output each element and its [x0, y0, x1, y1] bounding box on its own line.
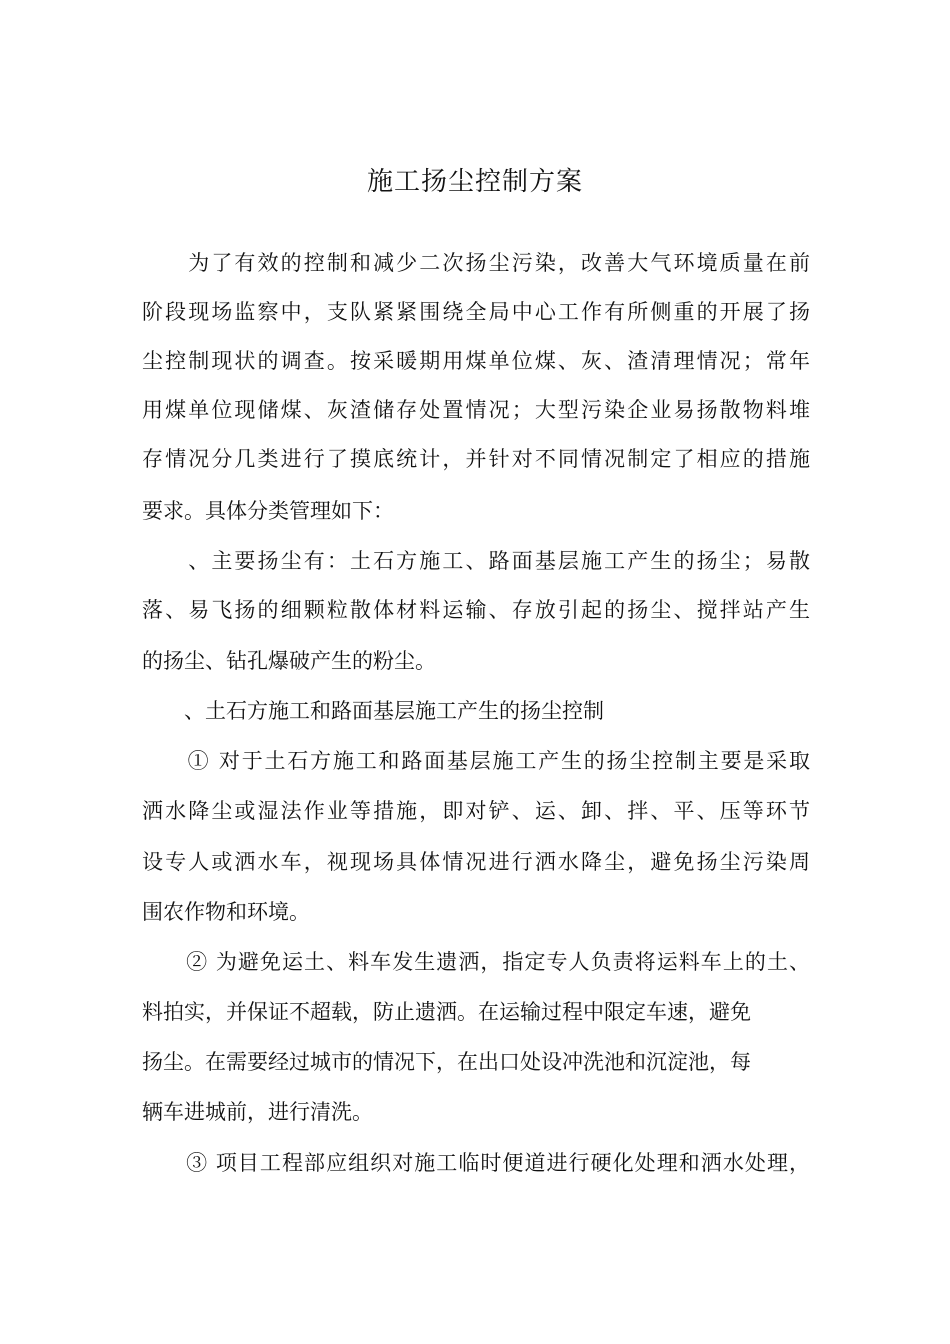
body-line-8: 落、易飞扬的细颗粒散体材料运输、存放引起的扬尘、搅拌站产生: [142, 598, 810, 622]
body-line-5: 存情况分几类进行了摸底统计，并针对不同情况制定了相应的措施: [142, 447, 810, 471]
body-line-19: ③ 项目工程部应组织对施工临时便道进行硬化处理和洒水处理，: [142, 1151, 810, 1175]
body-line-11: ① 对于土石方施工和路面基层施工产生的扬尘控制主要是采取: [142, 749, 810, 773]
body-line-3: 尘控制现状的调查。按采暖期用煤单位煤、灰、渣清理情况；常年: [142, 349, 810, 373]
body-line-2: 阶段现场监察中，支队紧紧围绕全局中心工作有所侧重的开展了扬: [142, 300, 810, 324]
body-line-13: 设专人或洒水车，视现场具体情况进行洒水降尘，避免扬尘污染周: [142, 850, 810, 874]
body-line-7: 、主要扬尘有：土石方施工、路面基层施工产生的扬尘；易散: [142, 549, 810, 573]
body-line-4: 用煤单位现储煤、灰渣储存处置情况；大型污染企业易扬散物料堆: [142, 398, 810, 422]
section-heading: 、土石方施工和路面基层施工产生的扬尘控制: [142, 699, 604, 723]
body-line-12: 洒水降尘或湿法作业等措施，即对铲、运、卸、拌、平、压等环节: [142, 799, 810, 823]
body-line-1: 为了有效的控制和减少二次扬尘污染，改善大气环境质量在前: [142, 251, 810, 275]
body-line-9: 的扬尘、钻孔爆破产生的粉尘。: [142, 649, 436, 673]
body-line-15: ② 为避免运土、料车发生遗洒，指定专人负责将运料车上的土、: [142, 950, 810, 974]
body-line-6: 要求。具体分类管理如下：: [142, 499, 394, 523]
body-line-18: 辆车进城前，进行清洗。: [142, 1100, 373, 1124]
body-line-14: 围农作物和环境。: [142, 900, 310, 924]
body-line-16: 料拍实，并保证不超载，防止遗洒。在运输过程中限定车速，避免: [142, 1000, 751, 1024]
body-line-17: 扬尘。在需要经过城市的情况下，在出口处设冲洗池和沉淀池，每: [142, 1050, 751, 1074]
document-title: 施工扬尘控制方案: [366, 167, 583, 197]
